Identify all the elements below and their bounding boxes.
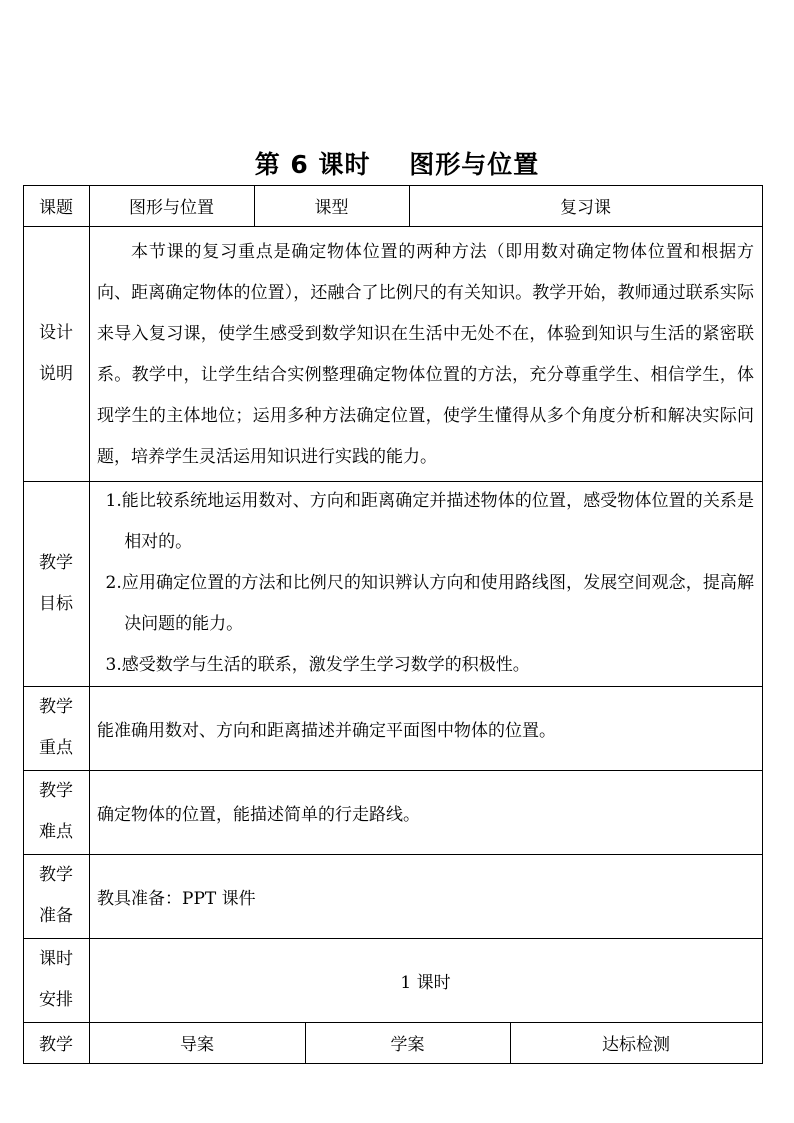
label-preparation: 教学 准备 bbox=[39, 865, 73, 926]
page-title: 第 6 课时 图形与位置 bbox=[254, 150, 540, 179]
label-process: 教学 bbox=[39, 1035, 73, 1055]
goal-item: 1.能比较系统地运用数对、方向和距离确定并描述物体的位置，感受物体位置的关系是相对的。 bbox=[105, 491, 754, 552]
label-topic: 课题 bbox=[39, 198, 73, 218]
label-design: 设计 说明 bbox=[39, 322, 73, 384]
lesson-type-value: 复习课 bbox=[560, 198, 611, 218]
goal-item: 3.感受数学与生活的联系，激发学生学习数学的积极性。 bbox=[105, 655, 530, 675]
preparation-text: 教具准备：PPT 课件 bbox=[97, 888, 256, 909]
topic-value: 图形与位置 bbox=[129, 198, 214, 218]
label-key-points: 教学 重点 bbox=[39, 697, 73, 758]
label-lesson-type: 课型 bbox=[314, 198, 349, 218]
goal-item: 2.应用确定位置的方法和比例尺的知识辨认方向和使用路线图，发展空间观念，提高解决问题的能力。 bbox=[105, 573, 754, 634]
column-assessment: 达标检测 bbox=[602, 1035, 670, 1055]
goals-list bbox=[89, 481, 762, 686]
column-student-plan: 学案 bbox=[390, 1035, 425, 1055]
label-schedule: 课时 安排 bbox=[39, 949, 73, 1010]
design-description: 本节课的复习重点是确定物体位置的两种方法（即用数对确定物体位置和根据方向、距离确定物体的位置），还融合了比例尺的有关知识。教学开始，教师通过联系实际来导入复习课，使学生感受到数学知识在生活中无处不在，体验到知识与生活的紧密联系。教学中，让学生结合实例整理确定物体位置的方法，充分尊重学生、相信学生，体现学生的主体地位；运用多种方法确定位置，使学生懂得从多个角度分析和解决实际问题，培养学生灵活运用知识进行实践的能力。 bbox=[97, 242, 754, 467]
difficulties-text: 确定物体的位置，能描述简单的行走路线。 bbox=[97, 804, 420, 825]
schedule-text: 1 课时 bbox=[400, 972, 451, 993]
label-difficulties: 教学 难点 bbox=[39, 781, 73, 842]
key-points-text: 能准确用数对、方向和距离描述并确定平面图中物体的位置。 bbox=[97, 720, 556, 741]
label-goals: 教学 目标 bbox=[39, 552, 73, 614]
column-teacher-guide: 导案 bbox=[180, 1035, 214, 1055]
